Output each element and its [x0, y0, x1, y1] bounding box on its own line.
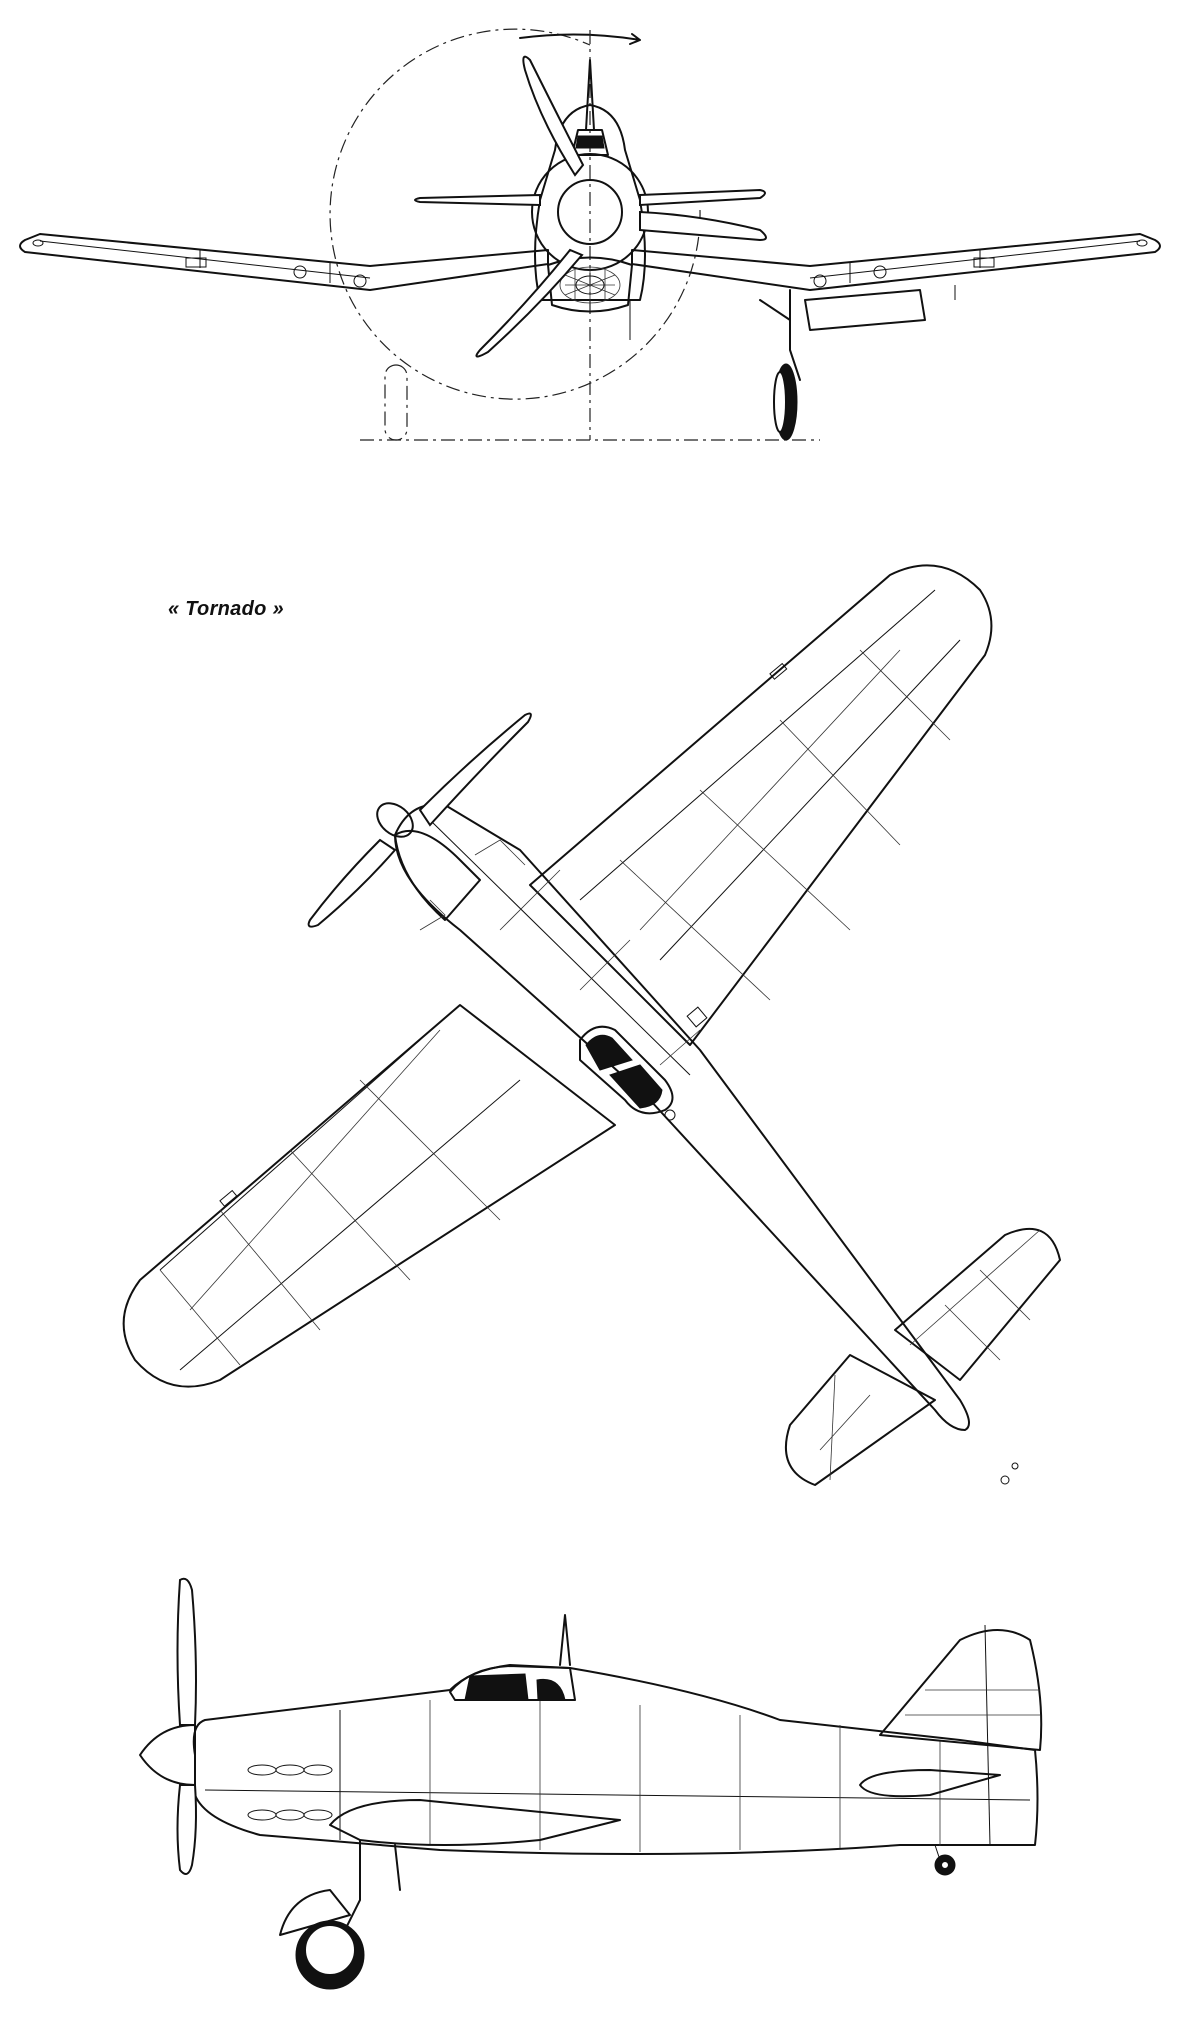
retracted-wheel-outline — [385, 365, 407, 440]
fuselage-side — [194, 1665, 1038, 1854]
fuselage-top — [395, 804, 969, 1430]
front-view — [20, 29, 1160, 440]
prop-blade-top-lower — [309, 840, 395, 927]
prop-blade-right — [640, 212, 766, 240]
prop-blade-left-small — [415, 195, 540, 205]
tailplane-side — [860, 1770, 1000, 1796]
side-view — [140, 1579, 1041, 1989]
wing-upper-right — [530, 565, 991, 1045]
wing-lower-left — [124, 1005, 615, 1387]
prop-blade-right-small — [640, 190, 765, 205]
wing-side — [330, 1800, 620, 1845]
tailplane-left — [786, 1355, 935, 1485]
top-view — [124, 565, 1060, 1485]
main-gear-strut — [790, 290, 800, 380]
aircraft-name-caption: « Tornado » — [168, 598, 284, 620]
left-wing — [20, 234, 548, 290]
tailplane-right — [895, 1229, 1060, 1380]
prop-blade-side-upper — [178, 1579, 197, 1725]
prop-blade-top-upper — [420, 714, 531, 825]
rotation-arrow — [520, 34, 640, 44]
exhaust-stacks — [248, 1765, 332, 1820]
prop-blade-side-lower — [178, 1785, 197, 1874]
right-wing — [632, 234, 1160, 290]
spinner-side — [140, 1725, 195, 1785]
spinner-top — [371, 796, 420, 843]
cowling-top — [395, 831, 480, 920]
